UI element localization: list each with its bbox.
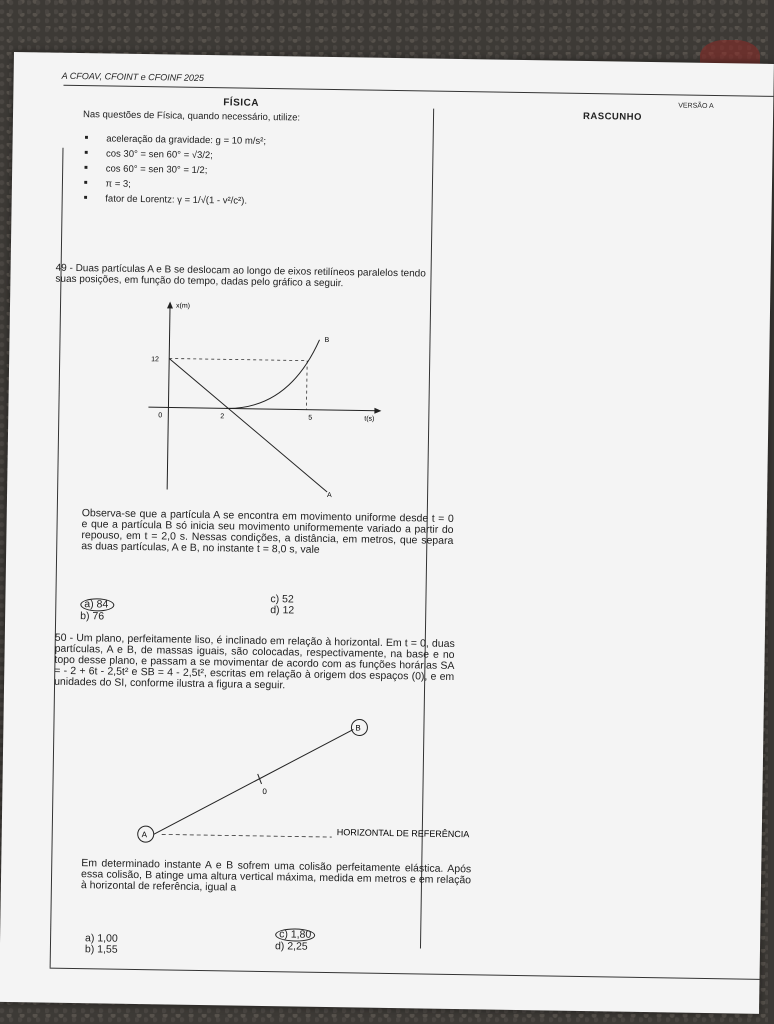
q49-options-left bbox=[80, 598, 114, 623]
q49-option-d[interactable]: d) 12 bbox=[270, 604, 295, 617]
q50-options-right bbox=[275, 928, 315, 953]
physics-intro: Nas questões de Física, quando necessário, utilize: bbox=[82, 109, 301, 124]
q49-option-b[interactable]: b) 76 bbox=[80, 610, 105, 623]
q49-option-c[interactable]: c) 52 bbox=[270, 593, 294, 606]
q50-options-left bbox=[85, 933, 118, 956]
x-tick-5: 5 bbox=[308, 414, 313, 422]
subject-title: FÍSICA bbox=[223, 97, 260, 109]
origin-label: 0 bbox=[262, 786, 267, 797]
curve-particle-b bbox=[226, 338, 319, 409]
q50-option-d[interactable]: d) 2,25 bbox=[274, 940, 308, 953]
y-axis bbox=[167, 304, 170, 489]
exam-page bbox=[0, 52, 774, 1014]
x-axis-arrow bbox=[374, 408, 381, 414]
particle-a-label: A bbox=[141, 830, 148, 840]
label-a: A bbox=[327, 491, 332, 500]
q49-options-right bbox=[270, 594, 296, 616]
q49-statement: 49 - Duas partículas A e B se deslocam ao longo de eixos retilíneos paralelos tendo suas posições, em função do tempo, dadas pelo gráfico a seguir. bbox=[55, 262, 426, 290]
q50-option-b[interactable]: b) 1,55 bbox=[84, 943, 118, 956]
constant-lorentz: ■ fator de Lorentz: γ = 1/√(1 - v²/c²). bbox=[84, 191, 266, 209]
incline-figure bbox=[122, 714, 470, 849]
x-tick-0: 0 bbox=[158, 412, 163, 420]
particle-b-label: B bbox=[355, 723, 361, 733]
reference-label: HORIZONTAL DE REFERÊNCIA bbox=[336, 827, 470, 840]
draft-title: RASCUNHO bbox=[582, 110, 643, 123]
constant-cos60: ■ cos 60° = sen 30° = 1/2; bbox=[84, 161, 266, 179]
y-tick-12: 12 bbox=[151, 356, 160, 364]
incline-plane bbox=[154, 726, 354, 837]
constants-list bbox=[84, 131, 267, 209]
x-axis bbox=[148, 407, 378, 411]
exam-header-title: A CFOAV, CFOINT e CFOINF 2025 bbox=[61, 70, 205, 83]
q50-option-a[interactable]: a) 1,00 bbox=[84, 932, 118, 945]
constant-pi: ■ π = 3; bbox=[84, 176, 266, 194]
line-particle-a bbox=[167, 358, 329, 491]
reference-horizontal bbox=[162, 834, 332, 837]
dashed-t5 bbox=[306, 361, 307, 410]
q50-text: Em determinado instante A e B sofrem uma colisão perfeitamente elástica. Após essa colisão, B atinge uma altura vertical máxima, medida em metros e em relação à horizontal de referência, igual a bbox=[80, 857, 472, 894]
position-time-graph bbox=[147, 299, 390, 503]
y-axis-arrow bbox=[167, 301, 173, 308]
q50-statement: 50 - Um plano, perfeitamente liso, é inclinado em relação à horizontal. Em t = 0, duas partículas, A e B, de massas iguais, são colocadas, respectivamente, na base e no topo desse plano, e passam a se movimentar de acordo com as funções horárias SA = - 2 + 6t - 2,5t² e SB = 4 - 2,5t², escritas em relação à origem dos espaços (0), e em unidades do SI, conforme ilustra a figura a seguir. bbox=[54, 631, 455, 692]
version-label: VERSÃO A bbox=[678, 102, 714, 110]
constant-cos30: ■ cos 30° = sen 60° = √3/2; bbox=[84, 146, 266, 164]
q49-text: Observa-se que a partícula A se encontra em movimento uniforme desde t = 0 e que a partícula B só inicia seu movimento uniformemente variado a partir do repouso, em t = 2,0 s. Nessas condições, a distância, em metros, que separa as duas partículas, A e B, no instante t = 8,0 s, vale bbox=[81, 507, 454, 556]
x-tick-2: 2 bbox=[220, 413, 225, 421]
q50-option-c[interactable]: c) 1,80 bbox=[275, 928, 315, 942]
constant-gravity: ■ aceleração da gravidade: g = 10 m/s²; bbox=[85, 131, 267, 149]
frame-bottom bbox=[50, 968, 760, 980]
dashed-level-12 bbox=[169, 358, 307, 360]
header-rule bbox=[63, 85, 773, 97]
label-b: B bbox=[324, 336, 330, 344]
q49-option-a[interactable]: a) 84 bbox=[80, 598, 114, 612]
x-axis-label: t(s) bbox=[364, 415, 375, 423]
y-axis-label: x(m) bbox=[175, 302, 191, 310]
